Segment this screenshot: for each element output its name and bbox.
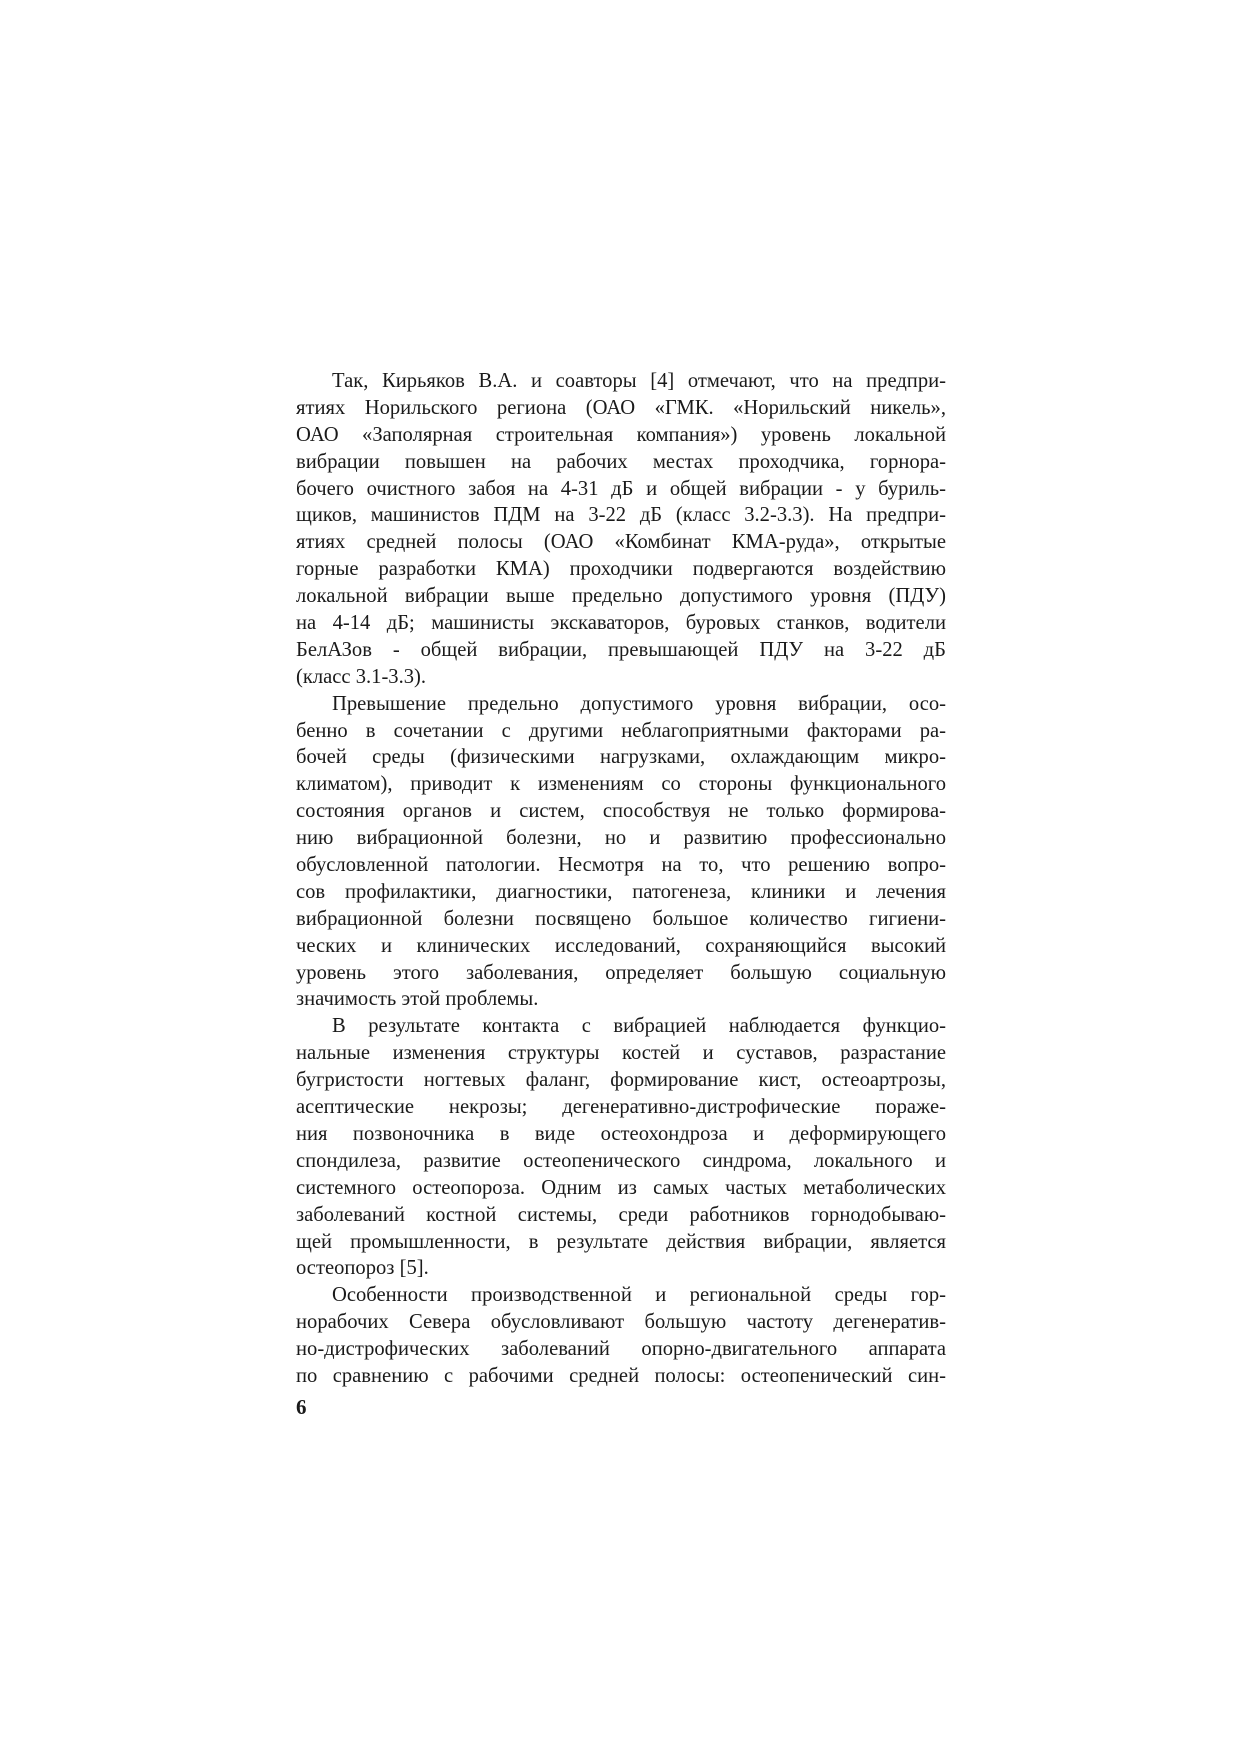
text-line: бочей среды (физическими нагрузками, охлаждающим микро- [296, 746, 946, 769]
text-line: климатом), приводит к изменениям со стороны функционального [296, 773, 946, 796]
text-line: уровень этого заболевания, определяет большую социальную [296, 961, 946, 984]
text-line: вибрационной болезни посвящено большое количество гигиени- [296, 907, 946, 930]
paragraph [296, 1013, 946, 1282]
text-line: остеопороз [5]. [296, 1257, 429, 1280]
text-line: значимость этой проблемы. [296, 988, 539, 1011]
text-line: ОАО «Заполярная строительная компания») уровень локальной [296, 423, 946, 446]
text-line: (класс 3.1-3.3). [296, 665, 427, 688]
text-line: асептические некрозы; дегенеративно-дистрофические пораже- [296, 1096, 946, 1119]
text-line: локальной вибрации выше предельно допустимого уровня (ПДУ) [296, 585, 946, 608]
text-line: состояния органов и систем, способствуя не только формирова- [296, 800, 946, 823]
text-line: обусловленной патологии. Несмотря на то, что решению вопро- [296, 854, 946, 877]
text-line: спондилеза, развитие остеопенического синдрома, локального и [296, 1149, 946, 1172]
text-line: Особенности производственной и региональной среды гор- [332, 1284, 946, 1307]
text-line: щиков, машинистов ПДМ на 3-22 дБ (класс 3.2-3.3). На предпри- [296, 504, 946, 527]
text-line: бугристости ногтевых фаланг, формирование кист, остеоартрозы, [296, 1069, 946, 1092]
paragraph [296, 368, 946, 691]
body-text [296, 368, 946, 1390]
text-line: вибрации повышен на рабочих местах проходчика, горнора- [296, 450, 946, 473]
text-line: нию вибрационной болезни, но и развитию профессионально [296, 827, 946, 850]
page-number: 6 [296, 1395, 307, 1419]
text-line: В результате контакта с вибрацией наблюдается функцио- [332, 1015, 946, 1038]
paragraph [296, 691, 946, 1014]
text-line: бенно в сочетании с другими неблагоприятными факторами ра- [296, 719, 946, 742]
text-line: ятиях средней полосы (ОАО «Комбинат КМА-руда», открытые [296, 531, 946, 554]
text-line: заболеваний костной системы, среди работников горнодобываю- [296, 1203, 946, 1226]
text-line: нальные изменения структуры костей и суставов, разрастание [296, 1042, 946, 1065]
text-line: на 4-14 дБ; машинисты экскаваторов, буровых станков, водители [296, 612, 946, 635]
text-line: сов профилактики, диагностики, патогенеза, клиники и лечения [296, 880, 946, 903]
text-line: но-дистрофических заболеваний опорно-двигательного аппарата [296, 1338, 946, 1361]
text-line: БелАЗов - общей вибрации, превышающей ПДУ на 3-22 дБ [296, 638, 946, 661]
text-line: системного остеопороза. Одним из самых частых метаболических [296, 1176, 946, 1199]
text-line: норабочих Севера обусловливают большую частоту дегенератив- [296, 1311, 946, 1334]
text-line: ния позвоночника в виде остеохондроза и деформирующего [296, 1122, 946, 1145]
text-line: по сравнению с рабочими средней полосы: остеопенический син- [296, 1364, 946, 1387]
text-line: Превышение предельно допустимого уровня вибрации, осо- [332, 692, 946, 715]
text-line: ятиях Норильского региона (ОАО «ГМК. «Норильский никель», [296, 396, 946, 419]
text-line: щей промышленности, в результате действия вибрации, является [296, 1230, 946, 1253]
text-line: ческих и клинических исследований, сохраняющийся высокий [296, 934, 946, 957]
text-line: Так, Кирьяков В.А. и соавторы [4] отмечают, что на предпри- [332, 370, 946, 392]
text-line: горные разработки КМА) проходчики подвергаются воздействию [296, 558, 946, 581]
paragraph [296, 1282, 946, 1390]
text-line: бочего очистного забоя на 4-31 дБ и общей вибрации - у буриль- [296, 477, 946, 500]
